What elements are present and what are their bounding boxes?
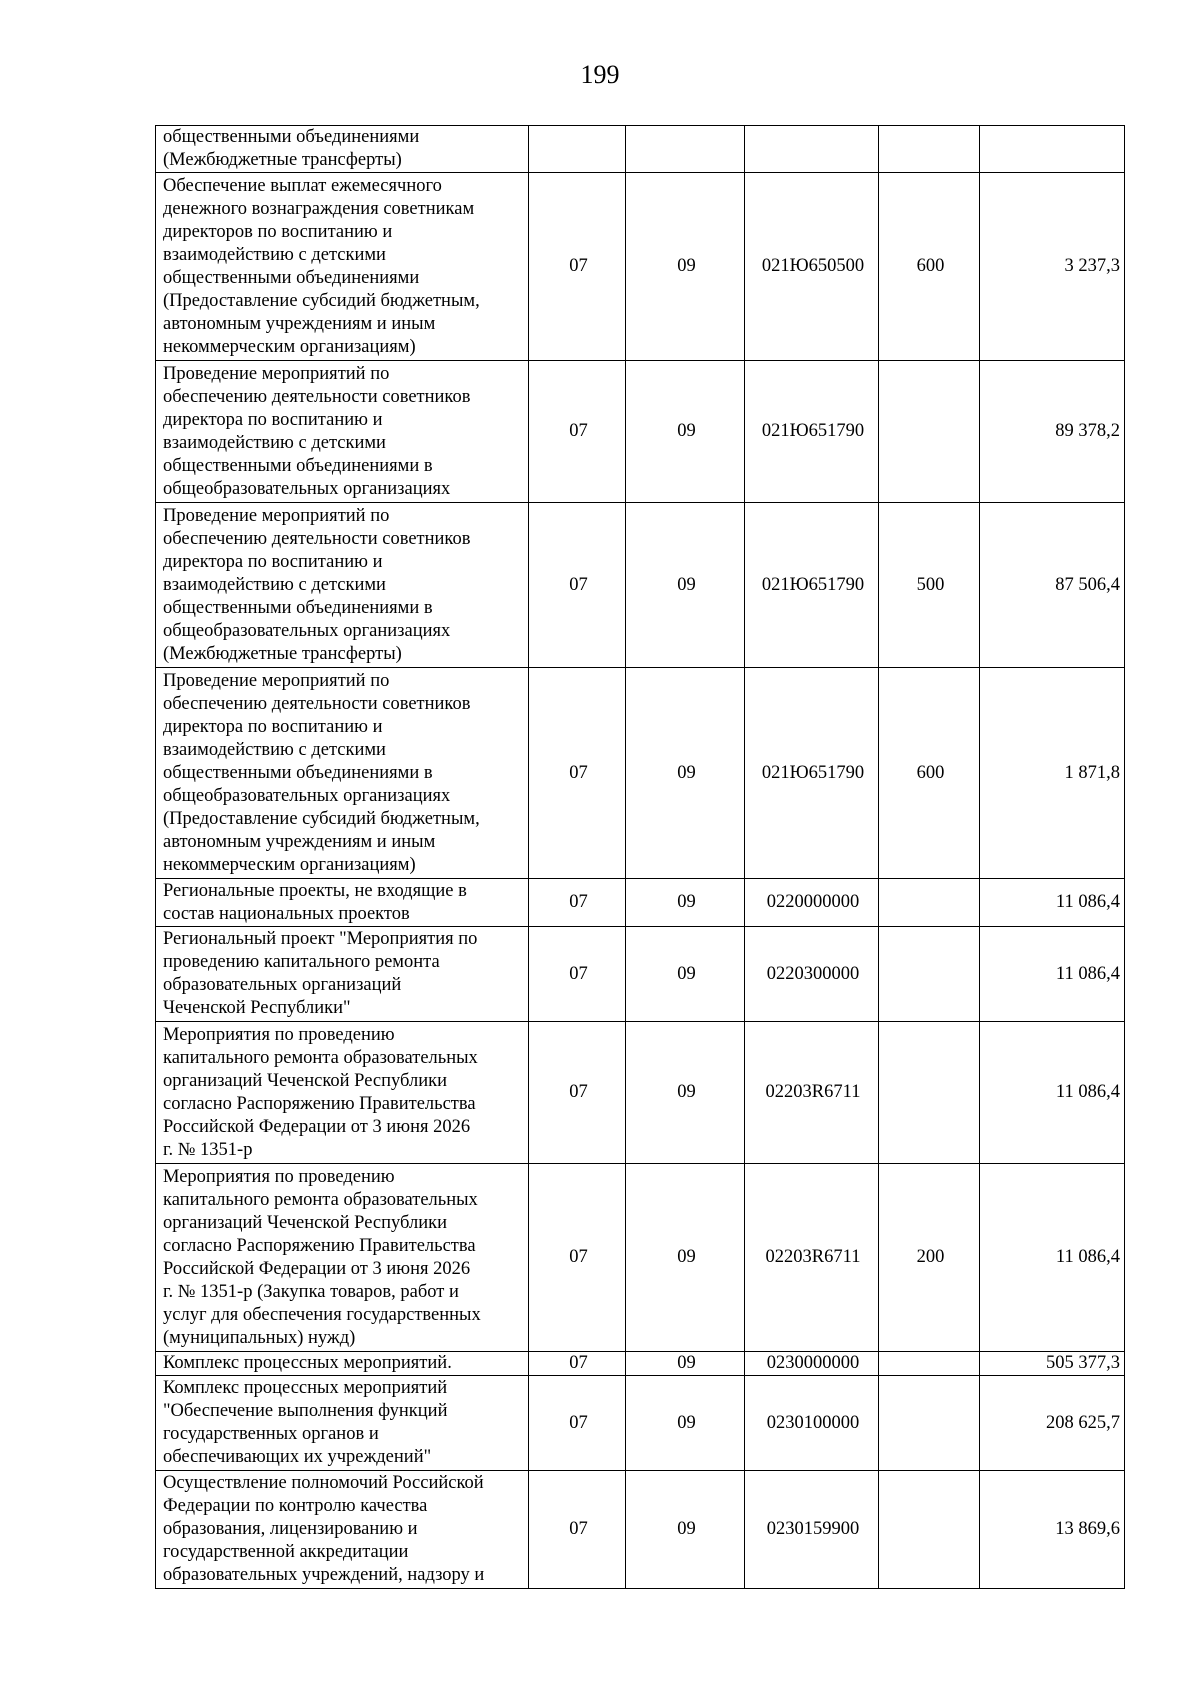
row-rz: 07 bbox=[529, 1376, 626, 1471]
table-row bbox=[156, 668, 1125, 879]
row-sum: 3 237,3 bbox=[980, 173, 1125, 361]
row-csr: 0230159900 bbox=[745, 1471, 879, 1589]
table-row bbox=[156, 503, 1125, 668]
row-vr: 200 bbox=[879, 1164, 980, 1352]
row-vr: 600 bbox=[879, 668, 980, 879]
row-rz: 07 bbox=[529, 879, 626, 927]
row-rz bbox=[529, 126, 626, 173]
row-pr: 09 bbox=[626, 503, 745, 668]
row-name: Осуществление полномочий Российской Федерации по контролю качества образования, лицензированию и государственной аккредитации образовательных учреждений, надзору и bbox=[156, 1471, 529, 1589]
table-row bbox=[156, 361, 1125, 503]
table-row bbox=[156, 927, 1125, 1022]
row-sum: 208 625,7 bbox=[980, 1376, 1125, 1471]
table-row bbox=[156, 173, 1125, 361]
row-name: Мероприятия по проведению капитального ремонта образовательных организаций Чеченской Республики согласно Распоряжению Правительства Российской Федерации от 3 июня 2026 г. № 1351-р (Закупка товаров, работ и услуг для обеспечения государственных (муниципальных) нужд) bbox=[156, 1164, 529, 1352]
row-sum: 505 377,3 bbox=[980, 1352, 1125, 1376]
row-vr bbox=[879, 1471, 980, 1589]
table-row bbox=[156, 1376, 1125, 1471]
row-vr bbox=[879, 1022, 980, 1164]
row-sum: 13 869,6 bbox=[980, 1471, 1125, 1589]
row-rz: 07 bbox=[529, 173, 626, 361]
row-csr: 0220000000 bbox=[745, 879, 879, 927]
row-name: Мероприятия по проведению капитального ремонта образовательных организаций Чеченской Республики согласно Распоряжению Правительства Российской Федерации от 3 июня 2026 г. № 1351-р bbox=[156, 1022, 529, 1164]
row-pr: 09 bbox=[626, 173, 745, 361]
row-vr bbox=[879, 879, 980, 927]
table-row bbox=[156, 1352, 1125, 1376]
budget-table-body bbox=[156, 126, 1125, 1589]
row-rz: 07 bbox=[529, 668, 626, 879]
row-name: общественными объединениями (Межбюджетные трансферты) bbox=[156, 126, 529, 173]
row-rz: 07 bbox=[529, 1352, 626, 1376]
table-row bbox=[156, 1022, 1125, 1164]
row-rz: 07 bbox=[529, 1471, 626, 1589]
row-sum: 11 086,4 bbox=[980, 927, 1125, 1022]
row-vr: 500 bbox=[879, 503, 980, 668]
row-pr: 09 bbox=[626, 668, 745, 879]
row-vr bbox=[879, 1352, 980, 1376]
row-vr bbox=[879, 361, 980, 503]
page-number: 199 bbox=[580, 60, 620, 89]
row-sum: 1 871,8 bbox=[980, 668, 1125, 879]
table-row bbox=[156, 126, 1125, 173]
row-rz: 07 bbox=[529, 1022, 626, 1164]
row-csr: 02203R6711 bbox=[745, 1022, 879, 1164]
row-vr bbox=[879, 927, 980, 1022]
row-vr: 600 bbox=[879, 173, 980, 361]
row-name: Комплекс процессных мероприятий "Обеспечение выполнения функций государственных органов и обеспечивающих их учреждений" bbox=[156, 1376, 529, 1471]
row-rz: 07 bbox=[529, 927, 626, 1022]
row-rz: 07 bbox=[529, 361, 626, 503]
row-pr: 09 bbox=[626, 1022, 745, 1164]
row-name: Обеспечение выплат ежемесячного денежного вознаграждения советникам директоров по воспитанию и взаимодействию с детскими общественными объединениями (Предоставление субсидий бюджетным, автономным учреждениям и иным некоммерческим организациям) bbox=[156, 173, 529, 361]
row-name: Региональный проект "Мероприятия по проведению капитального ремонта образовательных организаций Чеченской Республики" bbox=[156, 927, 529, 1022]
row-csr: 0220300000 bbox=[745, 927, 879, 1022]
row-rz: 07 bbox=[529, 503, 626, 668]
row-csr: 02203R6711 bbox=[745, 1164, 879, 1352]
row-pr: 09 bbox=[626, 1164, 745, 1352]
row-csr: 0230000000 bbox=[745, 1352, 879, 1376]
row-csr: 021Ю651790 bbox=[745, 361, 879, 503]
table-row bbox=[156, 1164, 1125, 1352]
row-pr: 09 bbox=[626, 1471, 745, 1589]
budget-table bbox=[155, 125, 1125, 1589]
row-pr bbox=[626, 126, 745, 173]
row-sum: 11 086,4 bbox=[980, 879, 1125, 927]
row-pr: 09 bbox=[626, 927, 745, 1022]
row-sum: 11 086,4 bbox=[980, 1164, 1125, 1352]
row-sum: 89 378,2 bbox=[980, 361, 1125, 503]
row-csr: 021Ю651790 bbox=[745, 668, 879, 879]
row-sum: 87 506,4 bbox=[980, 503, 1125, 668]
row-pr: 09 bbox=[626, 361, 745, 503]
row-vr bbox=[879, 1376, 980, 1471]
row-name: Проведение мероприятий по обеспечению деятельности советников директора по воспитанию и взаимодействию с детскими общественными объединениями в общеобразовательных организациях (Межбюджетные трансферты) bbox=[156, 503, 529, 668]
row-csr: 0230100000 bbox=[745, 1376, 879, 1471]
row-sum bbox=[980, 126, 1125, 173]
table-row bbox=[156, 1471, 1125, 1589]
row-rz: 07 bbox=[529, 1164, 626, 1352]
row-vr bbox=[879, 126, 980, 173]
row-pr: 09 bbox=[626, 879, 745, 927]
row-name: Проведение мероприятий по обеспечению деятельности советников директора по воспитанию и взаимодействию с детскими общественными объединениями в общеобразовательных организациях bbox=[156, 361, 529, 503]
row-csr bbox=[745, 126, 879, 173]
row-csr: 021Ю650500 bbox=[745, 173, 879, 361]
row-sum: 11 086,4 bbox=[980, 1022, 1125, 1164]
row-name: Комплекс процессных мероприятий. bbox=[156, 1352, 529, 1376]
row-pr: 09 bbox=[626, 1352, 745, 1376]
row-pr: 09 bbox=[626, 1376, 745, 1471]
row-name: Проведение мероприятий по обеспечению деятельности советников директора по воспитанию и взаимодействию с детскими общественными объединениями в общеобразовательных организациях (Предоставление субсидий бюджетным, автономным учреждениям и иным некоммерческим организациям) bbox=[156, 668, 529, 879]
row-name: Региональные проекты, не входящие в состав национальных проектов bbox=[156, 879, 529, 927]
table-row bbox=[156, 879, 1125, 927]
row-csr: 021Ю651790 bbox=[745, 503, 879, 668]
